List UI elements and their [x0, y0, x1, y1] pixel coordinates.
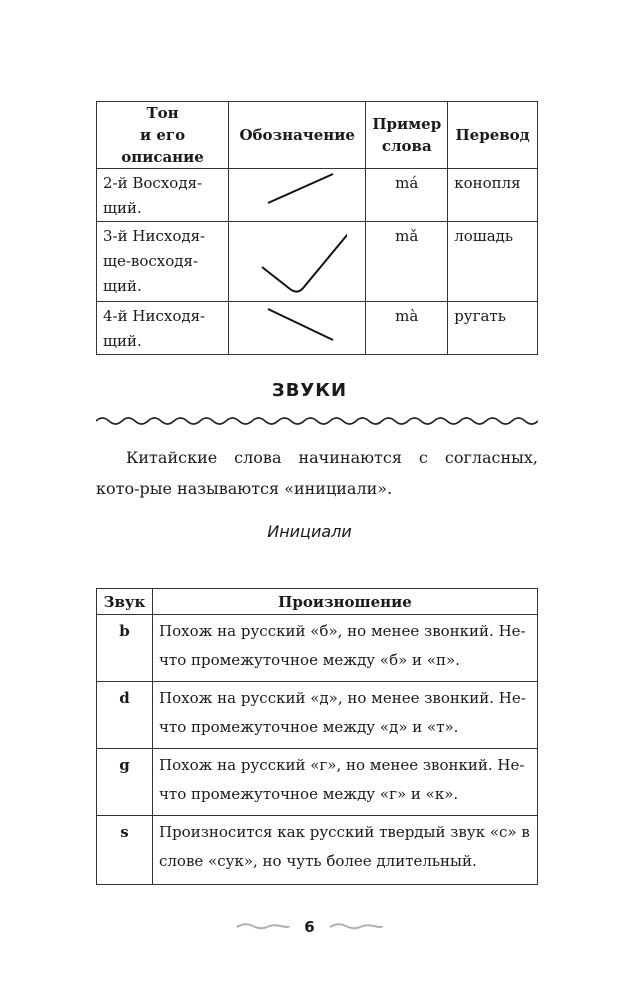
body-paragraph: Китайские слова начинаются с согласных, кото-рые называются «инициали».	[96, 448, 538, 498]
translation: лошадь	[448, 222, 538, 302]
example-word: mà	[366, 302, 448, 355]
header-line: слова	[381, 137, 432, 155]
tone-symbol-cell	[229, 302, 366, 355]
table-row	[97, 682, 538, 749]
pronunciation: Похож на русский «г», но менее звонкий. Не-что промежуточное между «г» и «к».	[153, 749, 538, 816]
page-number: 6	[304, 917, 315, 936]
wave-ornament-left	[235, 921, 291, 933]
table-header-row	[97, 102, 538, 169]
sound: g	[97, 749, 153, 816]
header-translation: Перевод	[448, 102, 538, 169]
example-word: má	[366, 169, 448, 222]
tone-symbol-cell	[229, 222, 366, 302]
sound: d	[97, 682, 153, 749]
sound: s	[97, 816, 153, 885]
pronunciation: Похож на русский «б», но менее звонкий. Не-что промежуточное между «б» и «п».	[153, 615, 538, 682]
table-row	[97, 169, 538, 222]
initials-table	[96, 588, 538, 885]
translation: конопля	[448, 169, 538, 222]
wave-path	[96, 418, 538, 424]
table-row	[97, 749, 538, 816]
header-pronunciation: Произношение	[153, 589, 538, 615]
table-header-row	[97, 589, 538, 615]
wavy-divider	[96, 412, 538, 430]
tone-name: 3-й Нисходя-ще-восходя-щий.	[97, 222, 229, 302]
table-row	[97, 615, 538, 682]
pronunciation: Произносится как русский твердый звук «с» в слове «сук», но чуть более длительный.	[153, 816, 538, 885]
falling-rising-curve-icon	[247, 224, 347, 294]
translation: ругать	[448, 302, 538, 355]
header-line: Пример	[372, 115, 442, 133]
table-row	[97, 302, 538, 355]
page-footer	[0, 916, 619, 936]
example-word: mǎ	[366, 222, 448, 302]
header-sound: Звук	[97, 589, 153, 615]
header-tone	[97, 102, 229, 169]
header-symbol: Обозначение	[229, 102, 366, 169]
rising-line-icon	[257, 171, 337, 211]
sound: b	[97, 615, 153, 682]
pronunciation: Похож на русский «д», но менее звонкий. Не-что промежуточное между «д» и «т».	[153, 682, 538, 749]
wave-ornament-right	[328, 921, 384, 933]
table-row	[97, 222, 538, 302]
falling-line-icon	[257, 304, 337, 344]
tone-name: 4-й Нисходя-щий.	[97, 302, 229, 355]
table-row	[97, 816, 538, 885]
header-line: и его описание	[121, 126, 204, 166]
tone-name: 2-й Восходя-щий.	[97, 169, 229, 222]
table-caption: Инициали	[267, 522, 352, 541]
tone-symbol-cell	[229, 169, 366, 222]
header-example	[366, 102, 448, 169]
section-title: ЗВУКИ	[271, 380, 348, 401]
tones-table	[96, 101, 538, 355]
header-line: Тон	[146, 104, 179, 122]
